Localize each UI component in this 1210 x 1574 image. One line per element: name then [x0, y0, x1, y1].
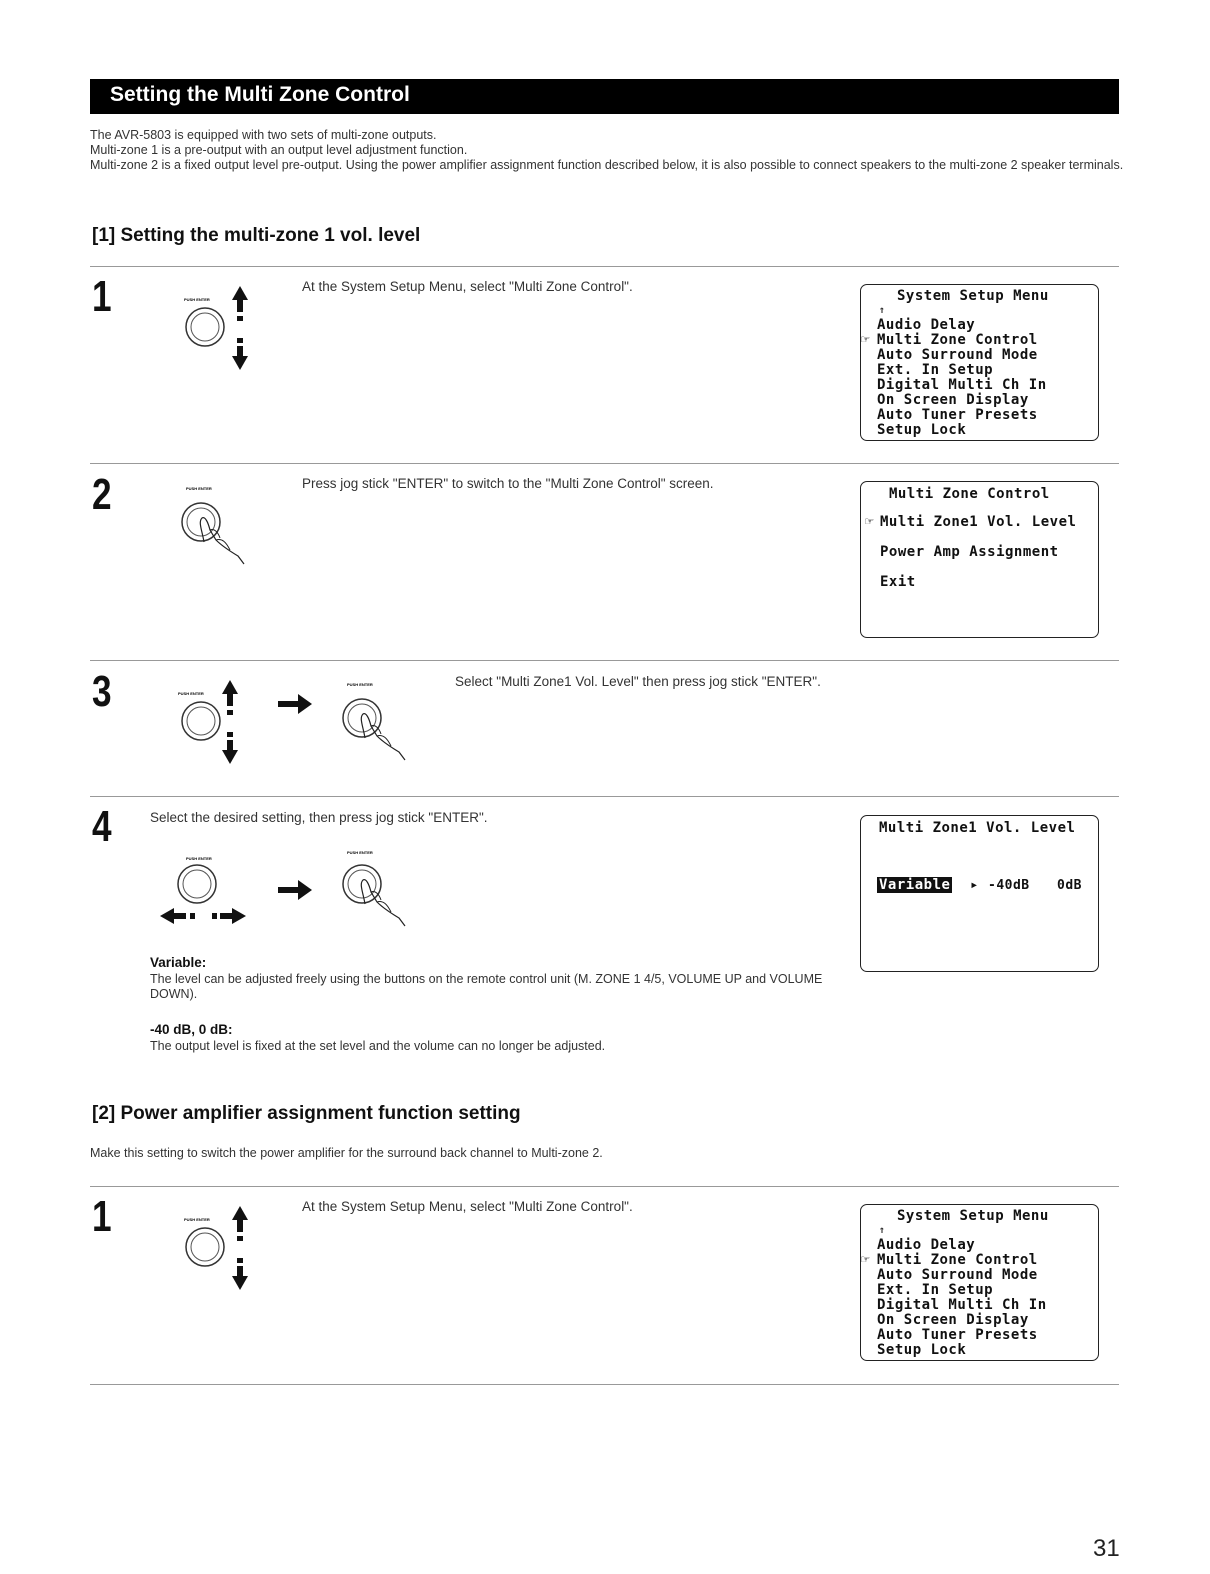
step-number: 2 [92, 470, 112, 519]
step-instruction: Select "Multi Zone1 Vol. Level" then press jog stick "ENTER". [455, 674, 821, 689]
step-instruction: At the System Setup Menu, select "Multi Zone Control". [302, 1199, 633, 1214]
osd-item: Digital Multi Ch In [877, 377, 1047, 393]
osd-title: System Setup Menu [897, 1208, 1049, 1224]
osd-item: Auto Tuner Presets [877, 407, 1038, 423]
scroll-up-icon: ⇑ [879, 1225, 886, 1236]
jog-updown-icon [178, 286, 268, 376]
jog-press-icon [178, 484, 268, 574]
osd-item: Auto Surround Mode [877, 1267, 1038, 1283]
step-number: 1 [92, 1192, 112, 1241]
section-title-bar [90, 79, 1119, 114]
scroll-up-icon: ⇑ [879, 305, 886, 316]
osd-system-setup-menu [860, 1204, 1099, 1361]
section-2-intro: Make this setting to switch the power amplifier for the surround back channel to Multi-zone 2. [90, 1146, 603, 1160]
jog-press-icon [335, 680, 425, 770]
pointing-hand-icon: ☞ [861, 1252, 870, 1268]
fixed-level-label: -40 dB, 0 dB: [150, 1022, 233, 1037]
svg-text:PUSH ENTER: PUSH ENTER [184, 1217, 210, 1222]
osd-item: On Screen Display [877, 392, 1029, 408]
variable-description: The level can be adjusted freely using the buttons on the remote control unit (M. ZONE 1 4/5, VOLUME UP and VOLUME DOWN). [150, 972, 823, 1001]
pointing-hand-icon: ☞ [861, 332, 870, 348]
osd-item: Setup Lock [877, 422, 967, 438]
section-2-heading: [2] Power amplifier assignment function setting [92, 1103, 521, 1124]
osd-system-setup-menu [860, 284, 1099, 441]
jog-press-icon [335, 848, 425, 938]
osd-item: Auto Surround Mode [877, 347, 1038, 363]
intro-line: Multi-zone 1 is a pre-output with an output level adjustment function. [90, 143, 468, 157]
osd-multi-zone-control [860, 481, 1099, 638]
osd-item: Setup Lock [877, 1342, 967, 1358]
osd-item-selected: Multi Zone1 Vol. Level [880, 514, 1077, 530]
svg-text:PUSH ENTER: PUSH ENTER [347, 850, 373, 855]
svg-text:PUSH ENTER: PUSH ENTER [347, 682, 373, 687]
jog-updown-icon [178, 680, 268, 770]
jog-updown-icon [178, 1206, 268, 1296]
osd-item: Power Amp Assignment [880, 544, 1059, 560]
step-instruction: Select the desired setting, then press jog stick "ENTER". [150, 810, 488, 825]
fixed-level-description: The output level is fixed at the set level and the volume can no longer be adjusted. [150, 1039, 606, 1053]
right-arrow-icon [278, 880, 314, 900]
divider [90, 660, 1119, 661]
step-instruction: At the System Setup Menu, select "Multi Zone Control". [302, 279, 633, 294]
divider [90, 796, 1119, 797]
svg-text:PUSH ENTER: PUSH ENTER [184, 297, 210, 302]
step-instruction: Press jog stick "ENTER" to switch to the "Multi Zone Control" screen. [302, 476, 714, 491]
jog-leftright-icon [160, 846, 250, 930]
svg-text:PUSH ENTER: PUSH ENTER [186, 856, 212, 861]
osd-item: Digital Multi Ch In [877, 1297, 1047, 1313]
osd-item-selected: Multi Zone Control [877, 332, 1038, 348]
osd-item: Exit [880, 574, 916, 590]
divider [90, 1384, 1119, 1385]
variable-label: Variable: [150, 955, 207, 970]
right-arrow-icon [278, 694, 314, 714]
divider [90, 463, 1119, 464]
osd-item: Auto Tuner Presets [877, 1327, 1038, 1343]
step-number: 1 [92, 272, 112, 321]
divider [90, 266, 1119, 267]
step-number: 4 [92, 802, 112, 851]
selected-option-highlight: Variable [879, 877, 951, 893]
divider [90, 1186, 1119, 1187]
osd-item: Audio Delay [877, 317, 976, 333]
osd-title: System Setup Menu [897, 288, 1049, 304]
intro-line: Multi-zone 2 is a fixed output level pre-output. Using the power amplifier assignment function described below, it is also possible to connect speakers to the multi-zone 2 speaker terminals. [90, 158, 1124, 172]
page-title: Setting the Multi Zone Control [110, 83, 410, 106]
osd-option: 0dB [1057, 878, 1082, 893]
pointing-hand-icon: ☞ [865, 514, 874, 530]
osd-item: Audio Delay [877, 1237, 976, 1253]
osd-item-selected: Multi Zone Control [877, 1252, 1038, 1268]
osd-title: Multi Zone1 Vol. Level [879, 820, 1076, 836]
section-1-heading: [1] Setting the multi-zone 1 vol. level [92, 225, 421, 246]
page-number: 31 [1093, 1535, 1120, 1562]
osd-item: Ext. In Setup [877, 362, 994, 378]
svg-text:PUSH ENTER: PUSH ENTER [178, 691, 204, 696]
intro-paragraph [90, 128, 1125, 173]
svg-text:PUSH ENTER: PUSH ENTER [186, 486, 212, 491]
osd-option: -40dB [988, 878, 1030, 893]
osd-zone1-vol-level [860, 815, 1099, 972]
osd-option-selected [877, 878, 952, 893]
osd-title: Multi Zone Control [889, 486, 1050, 502]
osd-item: On Screen Display [877, 1312, 1029, 1328]
intro-line: The AVR-5803 is equipped with two sets of multi-zone outputs. [90, 128, 437, 142]
step-number: 3 [92, 667, 112, 716]
osd-item: Ext. In Setup [877, 1282, 994, 1298]
triangle-right-icon: ▸ [970, 877, 979, 893]
